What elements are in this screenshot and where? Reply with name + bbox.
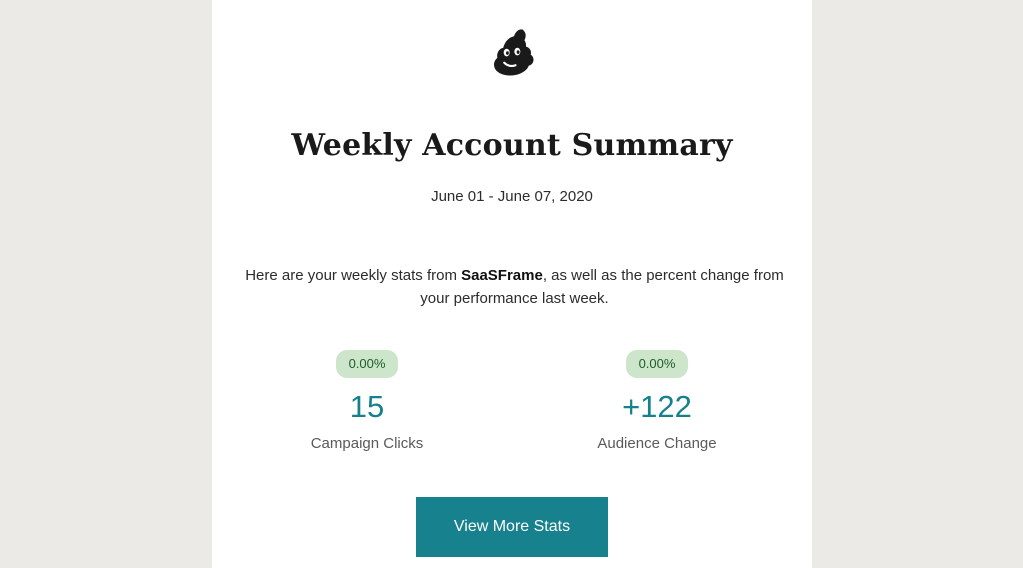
page-title: Weekly Account Summary	[291, 128, 733, 163]
status-badge: 0.00%	[336, 350, 399, 378]
view-more-stats-button[interactable]: View More Stats	[416, 497, 608, 557]
date-range: June 01 - June 07, 2020	[431, 188, 593, 205]
email-body	[212, 0, 812, 568]
stat-label: Audience Change	[597, 434, 717, 452]
stat-value: 15	[349, 389, 385, 424]
stat-campaign-clicks	[277, 350, 457, 452]
status-badge: 0.00%	[626, 350, 689, 378]
intro-text	[242, 265, 787, 310]
brand-name: SaaSFrame	[461, 267, 543, 284]
stat-label: Campaign Clicks	[310, 434, 424, 452]
stats-row	[242, 350, 782, 452]
mailchimp-freddie-icon	[481, 23, 543, 85]
intro-text-after: , as well as the percent change from your performance last week.	[420, 267, 784, 307]
intro-text-before: Here are your weekly stats from	[245, 267, 462, 284]
stat-value: +122	[622, 389, 692, 424]
cta-container	[242, 497, 782, 557]
logo-container	[242, 0, 782, 90]
stat-audience-change	[567, 350, 747, 452]
